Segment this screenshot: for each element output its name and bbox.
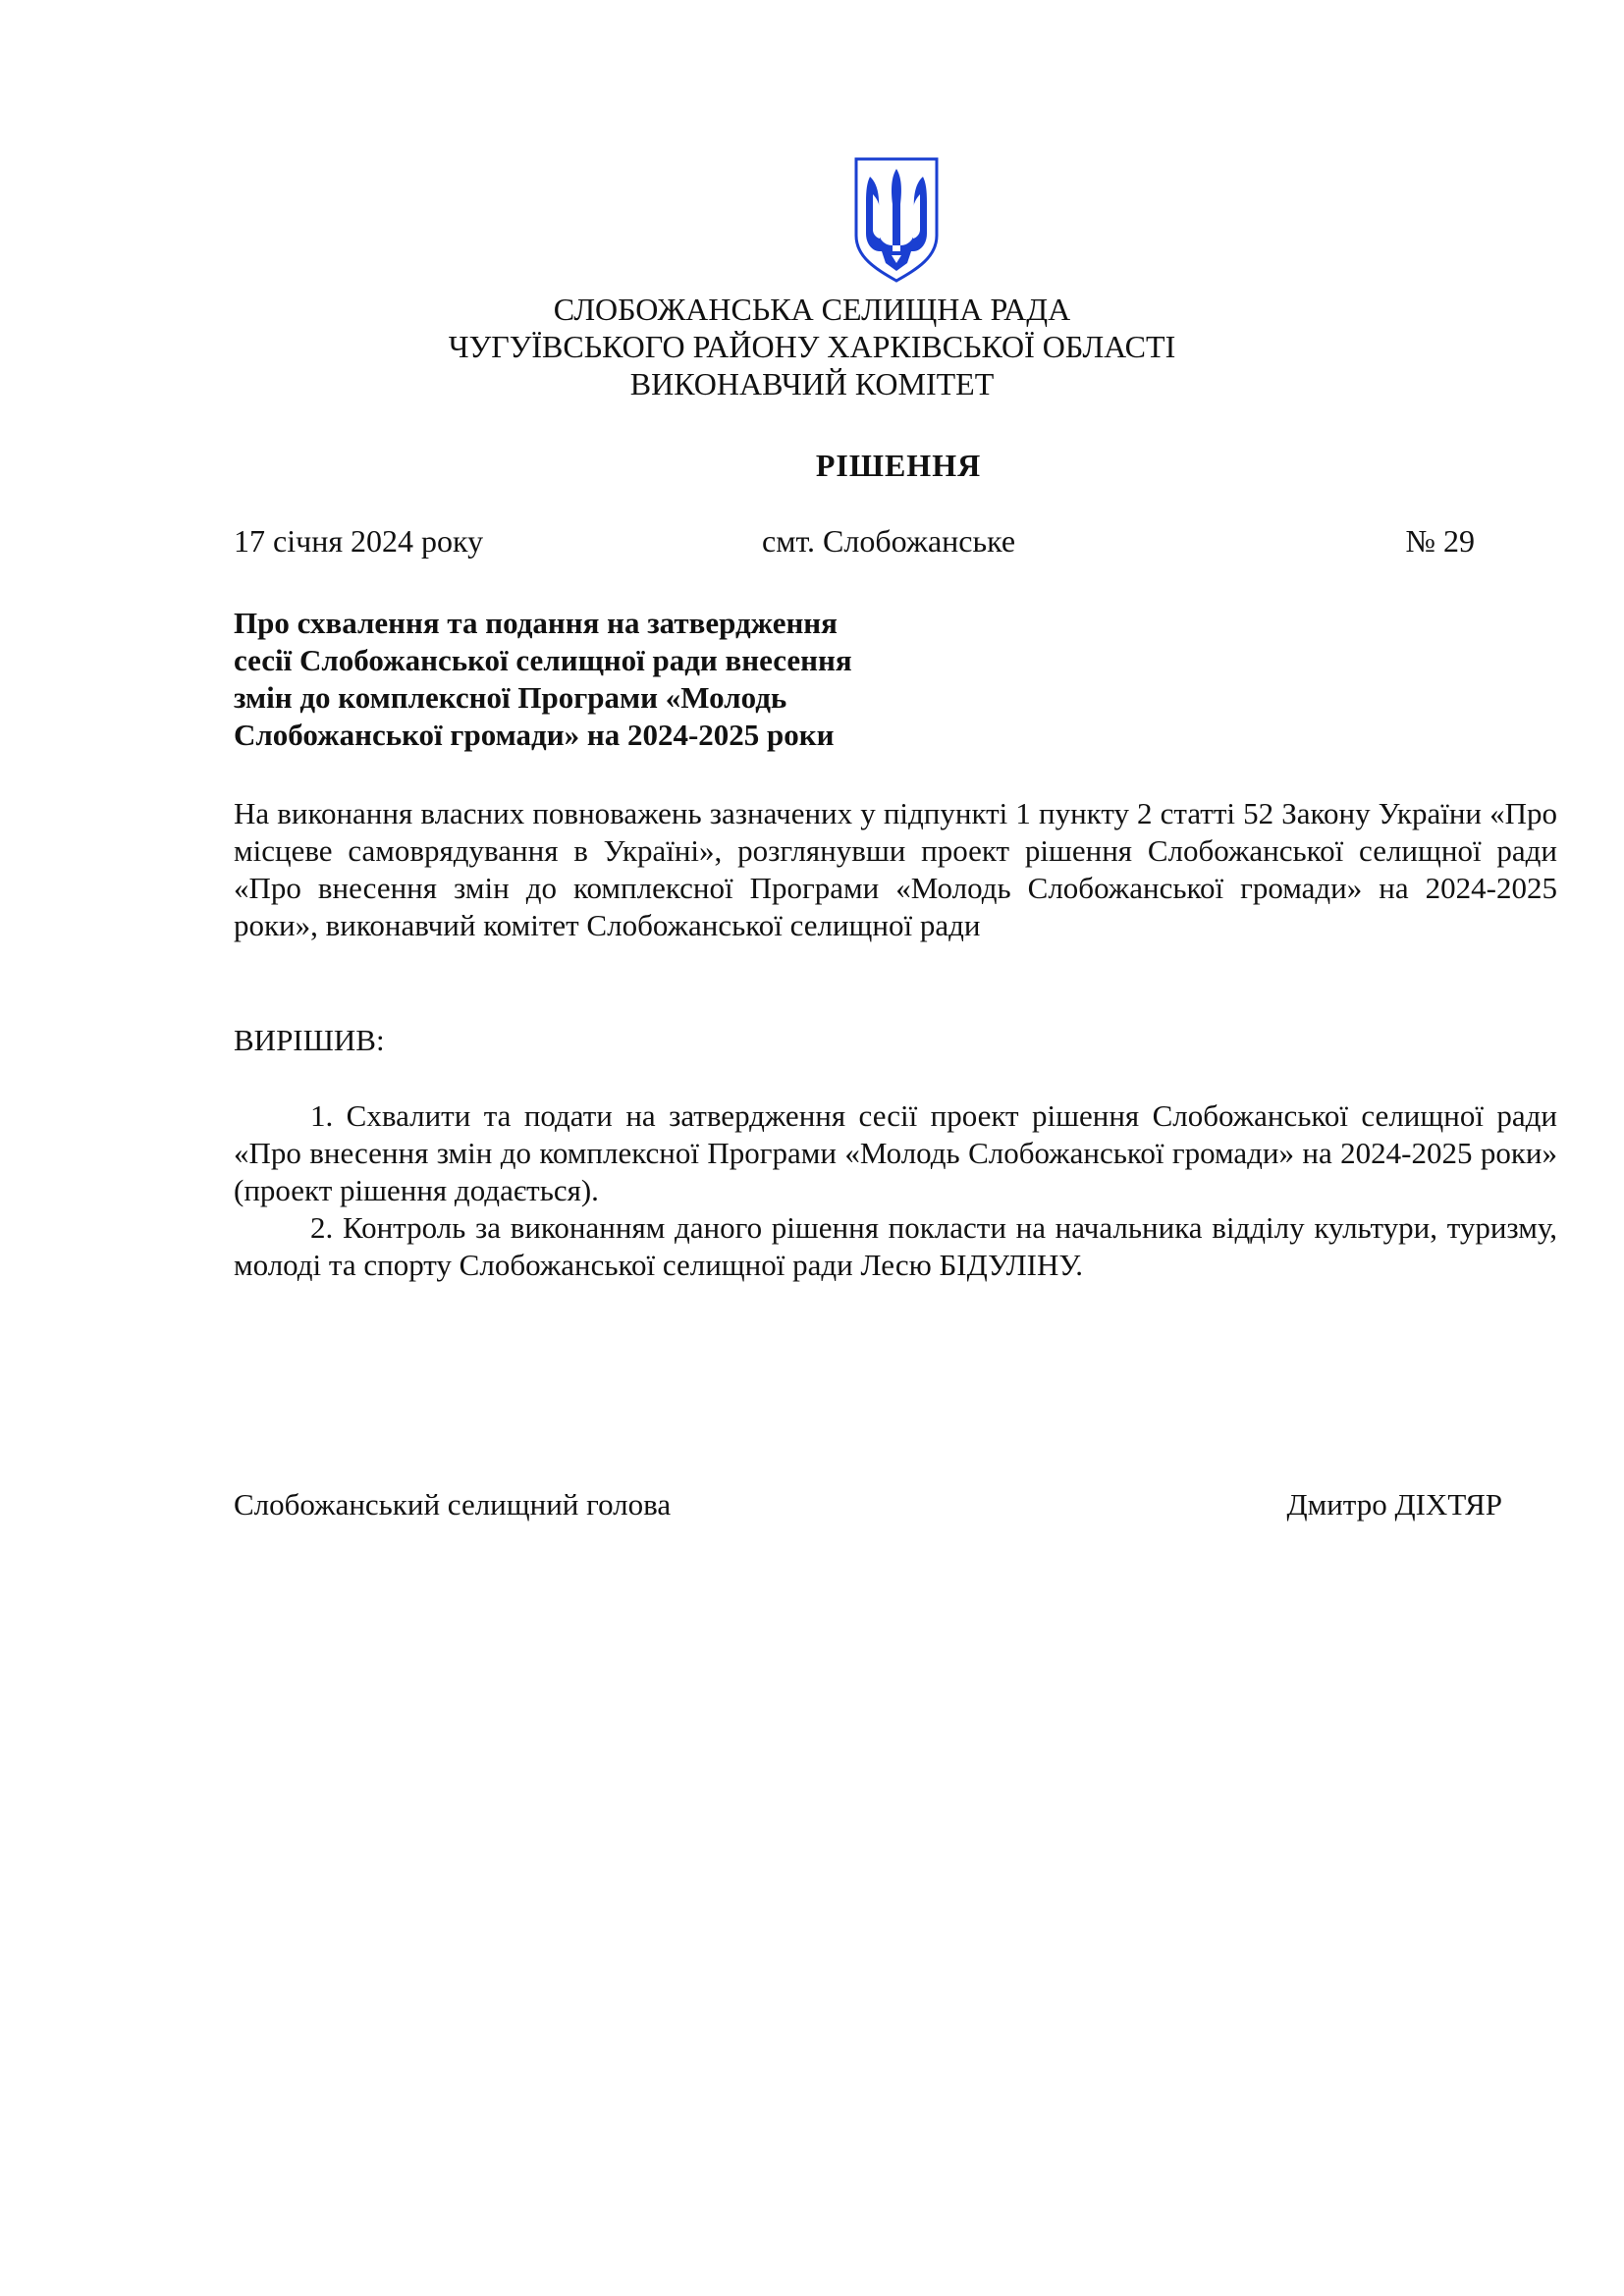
document-place: смт. Слобожанське: [762, 523, 1016, 559]
signature-block: [234, 1487, 1502, 1526]
signatory-name: Дмитро ДІХТЯР: [1286, 1487, 1502, 1522]
subject-line: Про схвалення та подання на затвердження: [234, 606, 838, 640]
signatory-title: Слобожанський селищний голова: [234, 1487, 672, 1522]
header-line-council: СЛОБОЖАНСЬКА СЕЛИЩНА РАДА: [553, 292, 1071, 327]
subject-line: змін до комплексної Програми «Молодь: [234, 680, 787, 715]
resolution-item: 2. Контроль за виконанням даного рішення покласти на начальника відділу культури, туризму, молоді та спорту Слобожанської селищної ради Лесю БІДУЛІНУ.: [234, 1210, 1557, 1282]
resolved-label: ВИРІШИВ:: [234, 1023, 385, 1057]
document-type-title: РІШЕННЯ: [815, 448, 982, 483]
resolution-items: [234, 1097, 1557, 1284]
subject-line: сесії Слобожанської селищної ради внесення: [234, 643, 852, 677]
document-number: № 29: [1405, 523, 1475, 559]
document-date: 17 січня 2024 року: [234, 523, 484, 559]
preamble-paragraph: На виконання власних повноважень зазначених у підпункті 1 пункту 2 статті 52 Закону України «Про місцеве самоврядування в Україні», розглянувши проект рішення Слобожанської селищної ради «Про внесення змін до комплексної Програми «Молодь Слобожанської громади» на 2024-2025 роки», виконавчий комітет Слобожанської селищної ради: [234, 796, 1557, 942]
header-line-region: ЧУГУЇВСЬКОГО РАЙОНУ ХАРКІВСЬКОЇ ОБЛАСТІ: [448, 329, 1176, 364]
subject-line: Слобожанської громади» на 2024-2025 роки: [234, 718, 835, 752]
tryzub-coat-of-arms-icon: [852, 155, 941, 285]
organization-header: [0, 291, 1624, 402]
document-meta-row: [234, 523, 1475, 562]
resolution-item: 1. Схвалити та подати на затвердження сесії проект рішення Слобожанської селищної ради «Про внесення змін до комплексної Програми «Молодь Слобожанської громади» на 2024-2025 роки» (проект рішення додається).: [234, 1098, 1557, 1207]
document-subject: [234, 605, 921, 754]
header-line-committee: ВИКОНАВЧИЙ КОМІТЕТ: [629, 366, 995, 401]
